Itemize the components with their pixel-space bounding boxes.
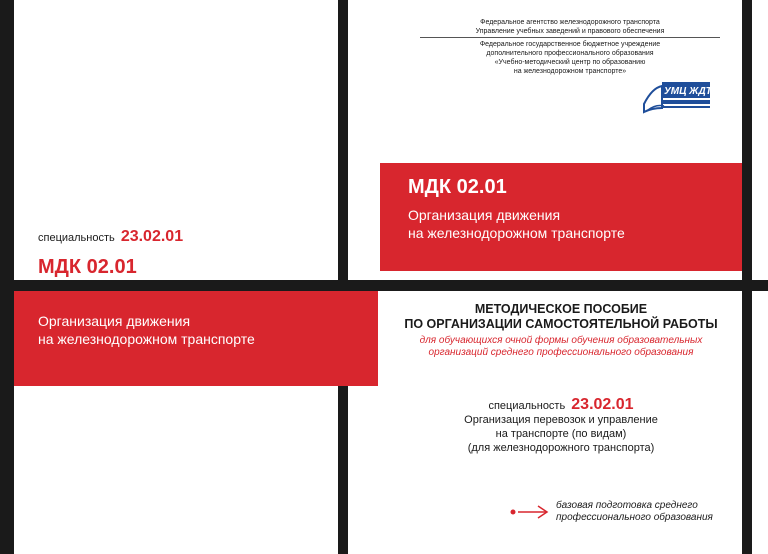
left-spine xyxy=(0,0,14,554)
horizontal-bar xyxy=(0,280,768,291)
header-line5: «Учебно-методический центр по образованию xyxy=(494,59,646,66)
organization-header xyxy=(420,18,720,76)
left-specialty xyxy=(38,228,183,246)
header-divider xyxy=(420,37,720,38)
left-mdk-heading: МДК 02.01 xyxy=(38,256,137,278)
umc-logo-icon xyxy=(640,74,712,116)
header-line2: Управление учебных заведений и правового обеспечения xyxy=(475,28,665,35)
left-specialty-code: 23.02.01 xyxy=(120,228,184,245)
specialty-block xyxy=(380,398,742,455)
header-line4: дополнительного профессионального образования xyxy=(486,50,654,57)
logo-text: УМЦ ЖДТ xyxy=(664,86,712,97)
header-line1: Федеральное агентство железнодорожного транспорта xyxy=(480,19,660,26)
method-manual-block xyxy=(380,302,742,359)
right-title xyxy=(408,206,625,242)
left-specialty-label: специальность xyxy=(38,232,115,244)
specialty-line xyxy=(380,398,742,413)
vertical-bar-center xyxy=(338,0,348,554)
left-title-line1: Организация движения xyxy=(38,313,191,329)
right-mdk-heading: МДК 02.01 xyxy=(408,176,507,198)
method-sub-line1: для обучающихся очной формы обучения образовательных xyxy=(419,335,703,346)
header-line3: Федеральное государственное бюджетное учреждение xyxy=(479,41,661,48)
method-title-line1: МЕТОДИЧЕСКОЕ ПОСОБИЕ xyxy=(474,302,648,316)
specialty-line3: (для железнодорожного транспорта) xyxy=(467,442,655,454)
method-title-line2: ПО ОРГАНИЗАЦИИ САМОСТОЯТЕЛЬНОЙ РАБОТЫ xyxy=(404,317,718,331)
right-title-line1: Организация движения xyxy=(408,207,561,223)
left-title-line2: на железнодорожном транспорте xyxy=(38,331,255,347)
method-sub-line2: организаций среднего профессионального образования xyxy=(428,347,694,358)
training-level-line1: базовая подготовка среднего xyxy=(556,500,698,511)
specialty-line1: Организация перевозок и управление xyxy=(464,414,658,426)
method-title xyxy=(380,302,742,332)
right-title-line2: на железнодорожном транспорте xyxy=(408,225,625,241)
specialty-code: 23.02.01 xyxy=(571,396,634,413)
method-subtitle xyxy=(380,335,742,359)
header-line6: на железнодорожном транспорте» xyxy=(513,68,627,75)
vertical-bar-right xyxy=(742,0,752,554)
training-level xyxy=(556,500,713,524)
training-level-line2: профессионального образования xyxy=(556,512,713,523)
arrow-right-icon xyxy=(510,505,550,519)
left-title xyxy=(38,312,255,348)
specialty-label: специальность xyxy=(488,400,566,412)
specialty-line2: на транспорте (по видам) xyxy=(495,428,627,440)
